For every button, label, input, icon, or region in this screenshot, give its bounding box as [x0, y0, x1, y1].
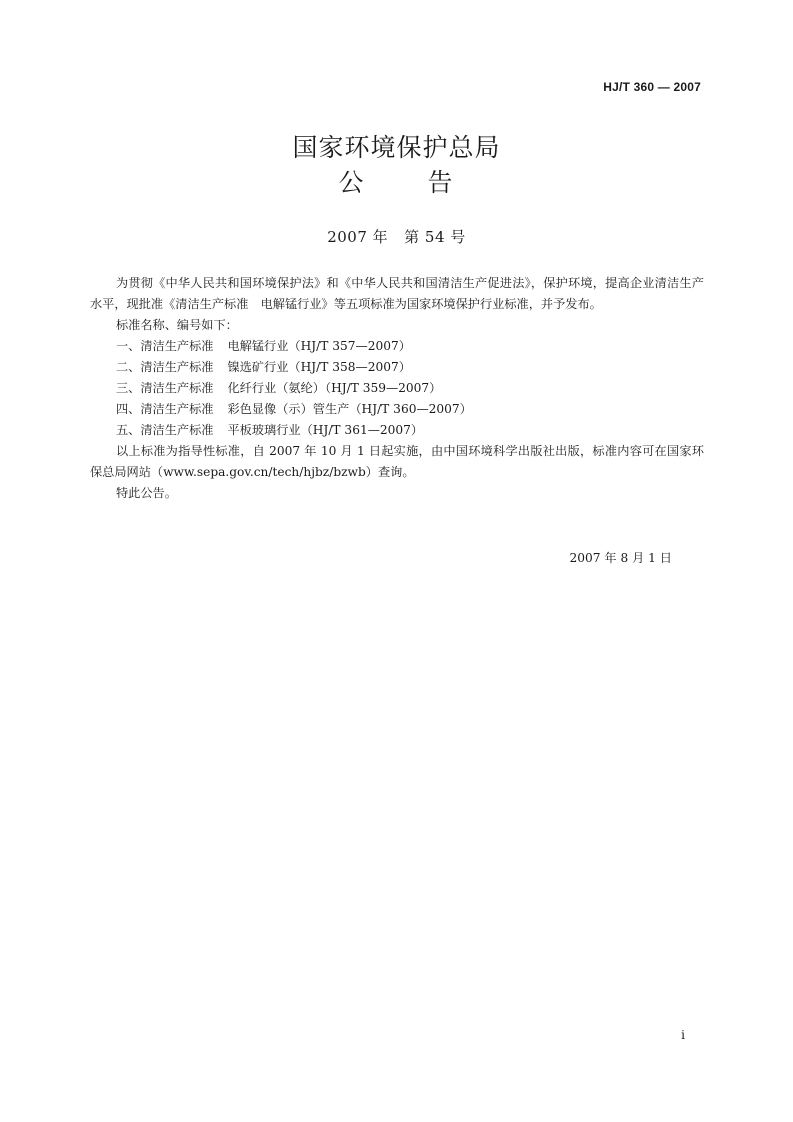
document-subtitle	[0, 168, 793, 198]
document-title: 国家环境保护总局	[292, 133, 501, 162]
list-item	[90, 357, 704, 378]
announcement-body	[90, 273, 704, 504]
list-item-name: 一、清洁生产标准	[116, 339, 214, 353]
list-item	[90, 399, 704, 420]
issue-year: 2007 年	[327, 228, 389, 246]
body-paragraph-1: 为贯彻《中华人民共和国环境保护法》和《中华人民共和国清洁生产促进法》，保护环境，提高企业清洁生产水平，现批准《清洁生产标准 电解锰行业》等五项标准为国家环境保护行业标准，并予发布。	[90, 276, 704, 311]
list-item-detail: 电解锰行业（HJ/T 357—2007）	[227, 339, 411, 353]
list-intro: 标准名称、编号如下：	[116, 318, 238, 332]
list-item-detail: 化纤行业（氨纶）（HJ/T 359—2007）	[227, 381, 442, 395]
list-item-name: 五、清洁生产标准	[116, 423, 214, 437]
list-item-detail: 镍选矿行业（HJ/T 358—2007）	[227, 360, 411, 374]
page-number: i	[681, 1028, 685, 1042]
closing-line: 特此公告。	[116, 486, 177, 500]
list-item-name: 三、清洁生产标准	[116, 381, 214, 395]
list-item-detail: 平板玻璃行业（HJ/T 361—2007）	[227, 423, 424, 437]
subtitle-char-1: 公	[338, 168, 366, 197]
subtitle-char-2: 告	[427, 168, 455, 197]
issue-date: 2007 年 8 月 1 日	[569, 551, 672, 565]
standard-code: HJ/T 360 — 2007	[603, 80, 701, 94]
list-item-detail: 彩色显像（示）管生产（HJ/T 360—2007）	[227, 402, 472, 416]
issue-no: 第 54 号	[404, 228, 466, 246]
issue-number	[0, 226, 793, 247]
list-item	[90, 378, 704, 399]
list-item-name: 四、清洁生产标准	[116, 402, 214, 416]
list-item-name: 二、清洁生产标准	[116, 360, 214, 374]
list-item	[90, 420, 704, 441]
list-item	[90, 336, 704, 357]
body-paragraph-2: 以上标准为指导性标准，自 2007 年 10 月 1 日起实施，由中国环境科学出版社出版，标准内容可在国家环保总局网站（www.sepa.gov.cn/tech/hjbz/bzwb）查询。	[90, 444, 704, 479]
